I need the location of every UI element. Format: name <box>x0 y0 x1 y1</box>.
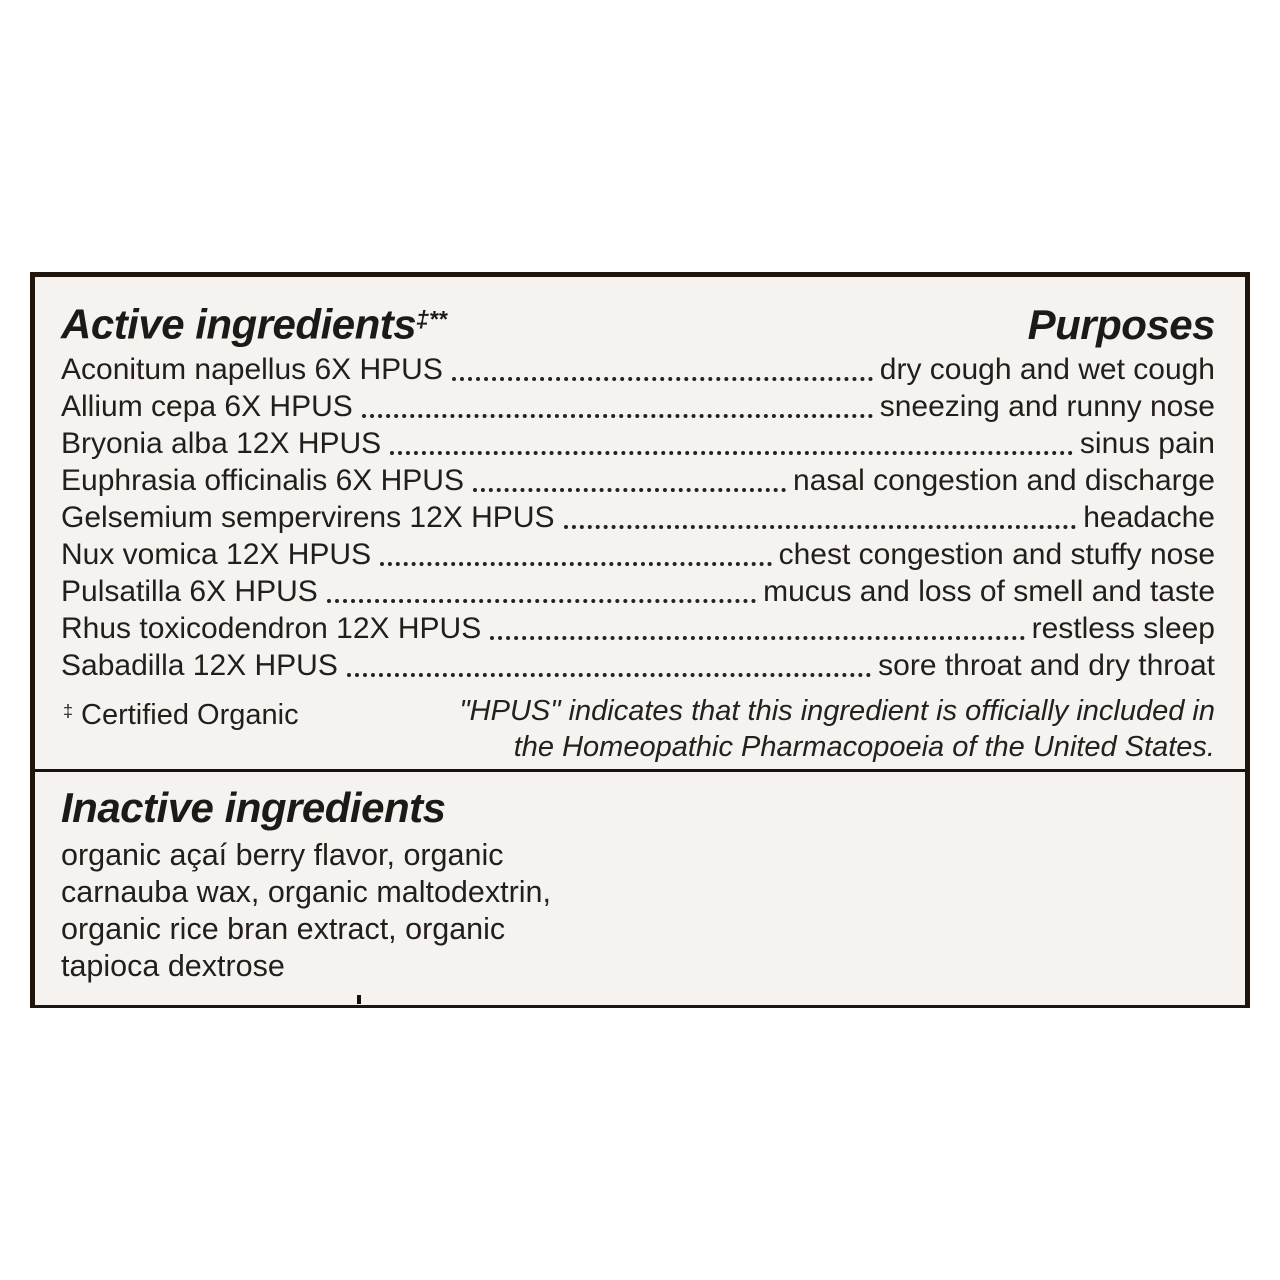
hpus-note-line: "HPUS" indicates that this ingredient is officially included in <box>459 694 1215 727</box>
ingredient-name: Euphrasia officinalis 6X HPUS <box>61 463 464 497</box>
ingredient-row <box>61 425 1215 462</box>
print-tick-mark <box>357 995 361 1004</box>
hpus-note-line: the Homeopathic Pharmacopoeia of the United States. <box>513 730 1215 763</box>
ingredient-name: Allium cepa 6X HPUS <box>61 389 353 423</box>
ingredient-name: Sabadilla 12X HPUS <box>61 648 338 682</box>
ingredient-row <box>61 536 1215 573</box>
active-ingredients-section <box>35 277 1245 772</box>
active-section-header <box>61 293 1215 351</box>
inactive-ingredients-line: organic açaí berry flavor, organic <box>61 838 504 872</box>
ingredient-name: Bryonia alba 12X HPUS <box>61 426 382 460</box>
ingredient-row <box>61 462 1215 499</box>
active-ingredients-heading <box>61 293 447 351</box>
dot-leader <box>473 488 786 492</box>
certified-organic-text: Certified Organic <box>81 698 299 731</box>
inactive-ingredients-heading: Inactive ingredients <box>61 784 446 831</box>
dot-leader <box>452 377 873 381</box>
ingredient-name: Gelsemium sempervirens 12X HPUS <box>61 500 555 534</box>
drug-facts-label <box>30 272 1250 1008</box>
dot-leader <box>390 451 1073 455</box>
ingredient-name: Pulsatilla 6X HPUS <box>61 574 318 608</box>
dot-leader <box>490 636 1024 640</box>
inactive-ingredients-section <box>35 772 1245 985</box>
ingredient-purpose: dry cough and wet cough <box>879 352 1215 386</box>
dagger-asterisks-superscript: ‡** <box>416 306 447 332</box>
ingredient-row <box>61 351 1215 388</box>
inactive-ingredients-line: organic rice bran extract, organic <box>61 912 506 946</box>
dot-leader <box>380 562 771 566</box>
footnote <box>61 693 1215 765</box>
dot-leader <box>347 673 871 677</box>
hpus-definition-note <box>299 693 1215 765</box>
ingredient-name: Aconitum napellus 6X HPUS <box>61 352 443 386</box>
double-dagger-mark: ‡ <box>63 700 73 721</box>
dot-leader <box>362 414 873 418</box>
inactive-ingredients-line: carnauba wax, organic maltodextrin, <box>61 875 551 909</box>
dot-leader <box>327 599 756 603</box>
ingredient-row <box>61 388 1215 425</box>
certified-organic-note <box>61 693 299 765</box>
ingredient-purpose: mucus and loss of smell and taste <box>763 574 1215 608</box>
ingredient-row <box>61 499 1215 536</box>
dot-leader <box>564 525 1077 529</box>
active-ingredients-heading-text: Active ingredients <box>61 300 417 348</box>
ingredient-purpose: nasal congestion and discharge <box>793 463 1215 497</box>
ingredient-purpose: headache <box>1083 500 1215 534</box>
ingredient-purpose: sore throat and dry throat <box>878 648 1215 682</box>
ingredient-purpose: chest congestion and stuffy nose <box>778 537 1215 571</box>
inactive-ingredients-list <box>61 837 1215 985</box>
ingredient-row <box>61 573 1215 610</box>
ingredient-row <box>61 647 1215 684</box>
ingredient-name: Rhus toxicodendron 12X HPUS <box>61 611 482 645</box>
ingredient-name: Nux vomica 12X HPUS <box>61 537 372 571</box>
purposes-heading: Purposes <box>1027 300 1215 348</box>
ingredient-purpose: restless sleep <box>1031 611 1215 645</box>
inactive-ingredients-line: tapioca dextrose <box>61 949 285 983</box>
ingredient-row <box>61 610 1215 647</box>
ingredient-purpose: sinus pain <box>1079 426 1215 460</box>
ingredient-purpose: sneezing and runny nose <box>879 389 1215 423</box>
